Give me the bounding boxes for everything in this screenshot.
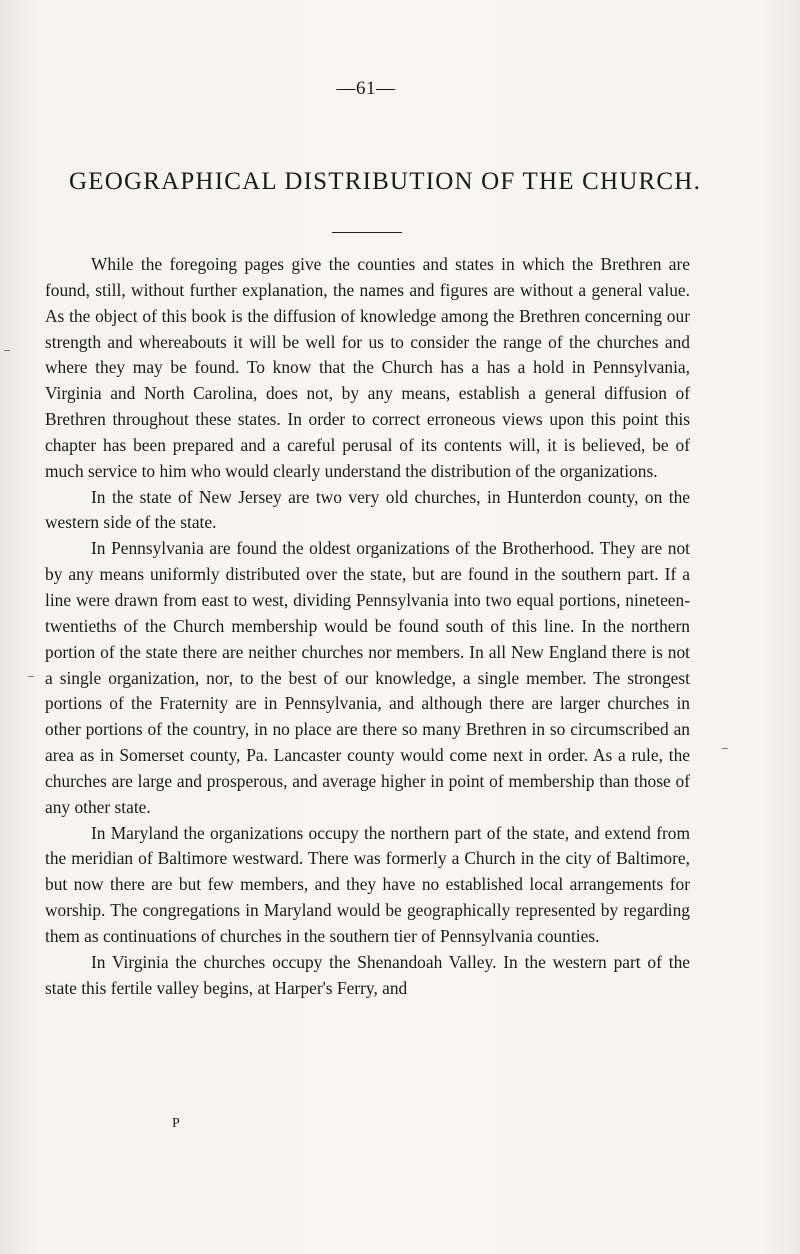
- margin-mark: [4, 350, 10, 351]
- chapter-title: GEOGRAPHICAL DISTRIBUTION OF THE CHURCH.: [68, 168, 702, 195]
- margin-mark: [28, 676, 34, 677]
- paragraph: In Maryland the organizations occupy the northern part of the state, and extend from the meridian of Baltimore westward. There was formerly a Church in the city of Baltimore, but now there are but few members, and they have no established local arrangements for worship. The congregations in Maryland would be geographically represented by regarding them as continuations of churches in the southern tier of Pennsylvania counties.: [45, 822, 690, 946]
- body-text: [45, 252, 690, 1001]
- margin-mark: [722, 748, 728, 749]
- paragraph: In Virginia the churches occupy the Shenandoah Valley. In the western part of the state this fertile valley begins, at Harper's Ferry, and: [45, 951, 690, 998]
- signature-mark: P: [172, 1116, 180, 1131]
- paragraph: While the foregoing pages give the counties and states in which the Brethren are found, still, without further explanation, the names and figures are without a general value. As the object of this book is the diffusion of knowledge among the Brethren concerning our strength and whereabouts it will be well for us to consider the range of the churches and where they may be found. To know that the Church has a has a hold in Pennsylvania, Virginia and North Carolina, does not, by any means, establish a general diffusion of Brethren throughout these states. In order to correct erroneous views upon this point this chapter has been prepared and a careful perusal of its contents will, it is believed, be of much service to him who would clearly understand the distribution of the organizations.: [45, 254, 690, 481]
- page-number: —61—: [336, 78, 396, 99]
- paragraph: In the state of New Jersey are two very old churches, in Hunterdon county, on the western side of the state.: [45, 486, 690, 533]
- title-divider: [332, 232, 402, 233]
- paragraph: In Pennsylvania are found the oldest organizations of the Brotherhood. They are not by any means uniformly distributed over the state, but are found in the southern part. If a line were drawn from east to west, dividing Pennsylvania into two equal portions, nineteen-twentieths of the Church membership would be found south of this line. In the northern portion of the state there are neither churches nor members. In all New England there is not a single organization, nor, to the best of our knowledge, a single member. The strongest portions of the Fraternity are in Pennsylvania, and although there are larger churches in other portions of the country, in no place are there so many Brethren in so circumscribed an area as in Somerset county, Pa. Lancaster county would come next in order. As a rule, the churches are large and prosperous, and average higher in point of membership than those of any other state.: [45, 538, 690, 817]
